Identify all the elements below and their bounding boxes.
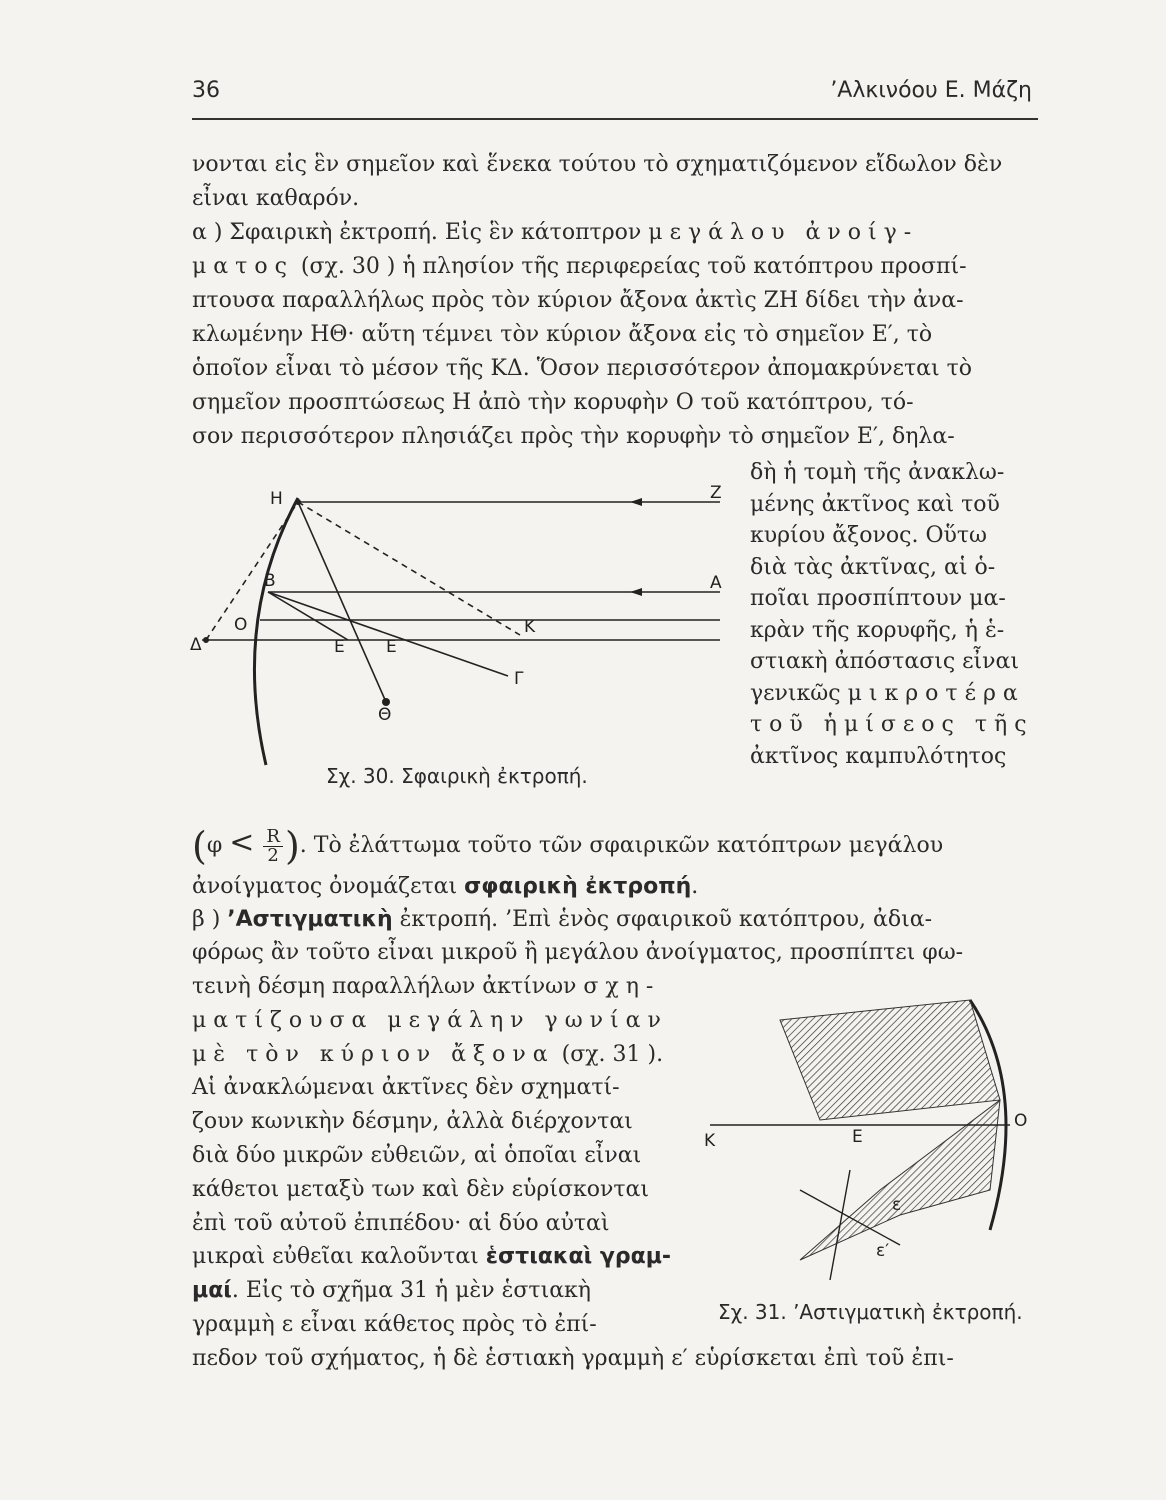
text-segment: μεγάλου ἀνοίγ- [648,220,919,245]
text-segment: α ) Σφαιρικὴ ἐκτροπή. Εἰς ἓν κάτοπτρον [192,220,649,245]
text-line [192,388,914,418]
text-segment: μαί [192,1278,232,1304]
text-segment: ἑστιακαὶ γραμ- [485,1244,672,1270]
text-segment: ἐπὶ τοῦ αὐτοῦ ἐπιπέδου· αἱ δύο αὐταὶ [192,1210,610,1236]
label-e-31: ε [892,1195,902,1215]
text-segment: κυρίου ἄξονος. Οὕτω [750,523,987,548]
text-line [192,150,1002,180]
label-K-31: Κ [704,1131,716,1151]
label-E-31: Ε [852,1127,863,1147]
text-line [750,521,987,551]
text-line [192,1242,671,1272]
text-segment: φόρως ἂν τοῦτο εἶναι μικροῦ ἢ μεγάλου ἀνοίγματος, προσπίπτει φω- [192,940,964,965]
text-line [192,1107,633,1137]
text-line [192,320,932,350]
text-line [750,710,1034,740]
label-Z: Ζ [710,483,722,503]
text-segment: ζουν κωνικὴν δέσμην, ἀλλὰ διέρχονται [192,1109,633,1135]
text-line [192,252,967,282]
text-segment: κρὰν τῆς κορυφῆς, ἡ ἑ- [750,617,1005,643]
label-e2-31: ε′ [876,1241,890,1261]
text-segment: στιακὴ ἀπόστασις εἶναι [750,649,1020,674]
text-segment: πτουσα παραλλήλως πρὸς τὸν κύριον ἄξονα ἀκτὶς ΖΗ δίδει τὴν ἀνα- [192,288,964,313]
text-line [192,184,359,214]
label-O: Ο [234,615,248,635]
text-segment: κλωμένην ΗΘ· αὕτη τέμνει τὸν κύριον ἄξονα εἰς τὸ σημεῖον Ε′, τὸ [192,322,933,347]
figure-31-caption: Σχ. 31. ’Αστιγματικὴ ἐκτροπή. [718,1300,1023,1324]
text-segment: διὰ δύο μικρῶν εὐθειῶν, αἱ ὁποῖαι εἶναι [192,1143,642,1168]
text-line [750,679,1025,709]
label-E1: Ε [334,637,345,657]
text-segment: β ) [192,907,228,932]
text-segment: γραμμὴ ε εἶναι κάθετος πρὸς τὸ ἐπί- [192,1312,597,1337]
text-line [192,1175,649,1205]
text-segment: ἐκτροπή. ’Επὶ ἑνὸς σφαιρικοῦ κατόπτρου, ἀδια- [392,907,933,932]
page-number: 36 [192,78,220,103]
text-segment: σχη- [583,974,661,999]
text-segment: σον περισσότερον πλησιάζει πρὸς τὴν κορυφὴν τὸ σημεῖον Ε′, δηλα- [192,424,955,449]
text-segment: ’Αστιγματικὴ [227,907,393,932]
formula-line: (φ < $\frac{R}{2}$ ). Τὸ ἐλάττωμα τοῦτο τῶν σφαιρικῶν κατόπτρων μεγάλου [192,824,944,868]
text-line [750,584,1006,614]
text-segment: ὁποῖον εἶναι τὸ μέσον τῆς ΚΔ. Ὅσον περισσότερον ἀπομακρύνεται τὸ [192,356,973,381]
dashed-H-K [298,502,520,635]
text-segment: ματίζουσα μεγάλην γωνίαν [192,1007,668,1033]
text-line [750,458,1004,488]
reflected-ray-B-Gamma [268,592,508,676]
text-line [192,872,698,902]
text-segment: διὰ τὰς ἀκτῖνας, αἱ ὁ- [750,554,996,580]
text-segment: σημεῖον προσπτώσεως Η ἀπὸ τὴν κορυφὴν Ο τοῦ κατόπτρου, τό- [192,390,914,415]
mirror-arc [254,498,298,765]
label-O-31: Ο [1014,1111,1028,1131]
label-A: Α [710,573,722,593]
text-segment: νονται εἰς ἓν σημεῖον καὶ ἕνεκα τούτου τὸ σχηματιζόμενον εἴδωλον δὲν [192,152,1003,177]
text-line [192,218,918,248]
text-line [192,972,660,1002]
text-segment: μικραὶ εὐθεῖαι καλοῦνται [192,1244,486,1270]
text-segment: . [691,874,699,899]
text-segment: μένης ἀκτῖνος καὶ τοῦ [750,491,1000,517]
incident-beam [780,1000,1000,1120]
header-rule [192,118,1038,120]
text-segment: τεινὴ δέσμη παραλλήλων ἀκτίνων [192,974,584,999]
text-line [750,490,1000,520]
text-segment: ποῖαι προσπίπτουν μα- [750,586,1006,611]
text-line [192,1209,610,1239]
text-segment: μὲ τὸν κύριον ἄξονα [192,1041,555,1067]
text-segment: δὴ ἡ τομὴ τῆς ἀνακλω- [750,460,1005,485]
reflected-beam [800,1100,1000,1260]
label-B: Β [264,571,276,591]
text-line [750,553,995,583]
label-Gamma: Γ [514,669,524,689]
text-segment: (σχ. 30 ) ἡ πλησίον τῆς περιφερείας τοῦ κατόπτρου προσπί- [293,254,967,279]
label-K: Κ [524,617,536,637]
text-segment: κάθετοι μεταξὺ των καὶ δὲν εὑρίσκονται [192,1176,649,1202]
running-header-author: ’Αλκινόου Ε. Μάζη [830,78,1032,103]
text-line [192,1276,591,1306]
text-segment: (σχ. 31 ). [554,1041,664,1067]
label-H: Η [270,489,283,509]
text-line [750,647,1019,677]
text-segment: τοῦ ἡμίσεος τῆς [750,712,1034,737]
text-line [192,422,955,452]
figure-30-caption: Σχ. 30. Σφαιρικὴ ἐκτροπή. [326,764,588,788]
text-segment: ματος [192,254,294,279]
text-segment: Αἱ ἀνακλώμεναι ἀκτῖνες δὲν σχηματί- [192,1075,620,1101]
fraction-R-over-2: $\frac{R}{2}$ [263,828,283,865]
label-Theta: Θ [378,705,392,725]
text-line [192,286,964,316]
text-line [192,1141,641,1171]
label-E2: Ε [386,637,397,657]
text-line [192,1040,663,1070]
text-segment: . Εἰς τὸ σχῆμα 31 ἡ μὲν ἑστιακὴ [231,1278,591,1304]
text-line [192,938,963,968]
text-line [750,616,1004,646]
figure-31-astigmatic-aberration [700,990,1040,1290]
figure-30-spherical-aberration [190,480,750,780]
text-segment: σφαιρικὴ ἐκτροπή [464,874,692,899]
text-line [192,1006,668,1036]
text-segment: εἶναι καθαρόν. [192,186,360,211]
text-segment: πεδον τοῦ σχήματος, ἡ δὲ ἑστιακὴ γραμμὴ ε′ εὑρίσκεται ἐπὶ τοῦ ἐπι- [192,1345,954,1371]
text-line [192,354,972,384]
label-Delta: Δ [190,635,202,655]
text-line [192,1344,954,1374]
text-line [192,1310,597,1340]
text-line [192,905,932,935]
text-segment: ἀνοίγματος ὀνομάζεται [192,874,465,899]
text-segment: μικροτέρα [847,680,1025,706]
text-line [192,1073,620,1103]
reflected-ray-H-Theta [298,502,386,702]
text-line [750,742,1006,772]
text-segment: ἀκτῖνος καμπυλότητος [750,743,1007,769]
text-segment: γενικῶς [750,680,848,706]
